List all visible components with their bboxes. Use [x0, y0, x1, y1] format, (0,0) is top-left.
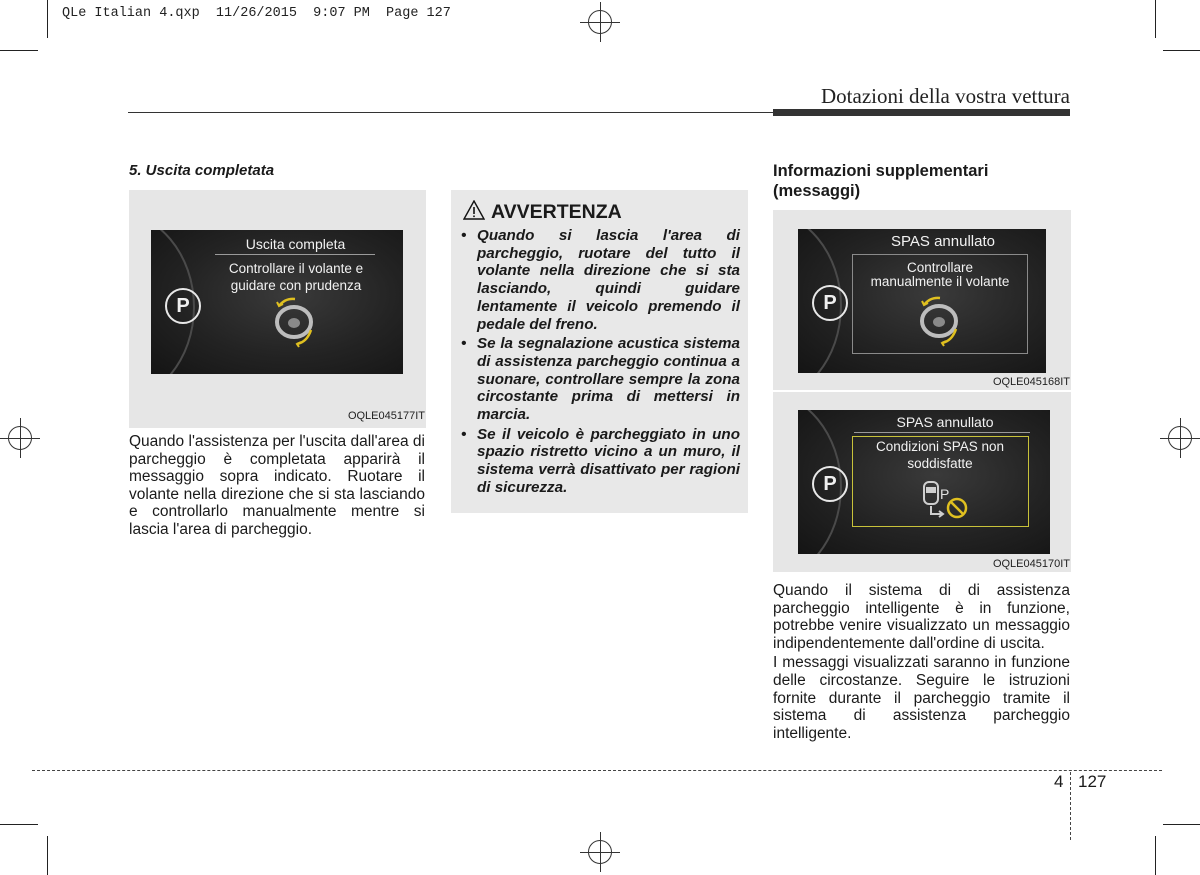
left-paragraph	[129, 433, 425, 539]
warning-bullet-text: Quando si lascia l'area di parcheggio, ruotare del tutto il volante nella direzione che si sta lasciando, quindi guidare lentamente il veicolo premendo il pedale del freno.	[477, 227, 740, 333]
header-rule	[128, 112, 773, 113]
warning-bullet: • Quando si lascia l'area di parcheggio, ruotare del tutto il volante nella direzione che si sta lasciando, quindi guidare lentamente il veicolo premendo il pedale del freno.	[461, 227, 740, 333]
footer-dash-vertical	[1070, 772, 1071, 840]
warning-bullet-text: Se la segnalazione acustica sistema di assistenza parcheggio continua a suonare, controllare sempre la zona circostante prima di mettersi in marcia.	[477, 335, 740, 424]
display-title: SPAS annullato	[896, 414, 994, 430]
parking-p-icon: P	[812, 285, 848, 321]
crop-mark	[47, 836, 48, 875]
figure-caption: OQLE045177IT	[347, 410, 425, 422]
crop-mark	[0, 50, 38, 51]
display-message-line1: Controllare	[906, 260, 974, 275]
crop-mark	[1155, 0, 1156, 38]
crop-mark	[1163, 50, 1200, 51]
crop-mark	[1155, 836, 1156, 875]
header-bar	[773, 109, 1070, 116]
display-title: SPAS annullato	[891, 233, 995, 250]
figure-caption: OQLE045168IT	[992, 376, 1070, 388]
left-subheading: 5. Uscita completata	[129, 162, 275, 179]
cluster-display	[151, 230, 403, 374]
display-message-line2: guidare con prudenza	[230, 278, 362, 293]
right-heading-line2: (messaggi)	[773, 181, 861, 200]
right-heading-line1: Informazioni supplementari	[773, 162, 989, 180]
display-message-line1: Controllare il volante e	[228, 261, 364, 276]
display-title: Uscita completa	[245, 236, 346, 252]
display-message-line1: Condizioni SPAS non	[875, 439, 1005, 454]
print-slug: QLe Italian 4.qxp 11/26/2015 9:07 PM Page 127	[62, 6, 451, 21]
display-message-line2: manualmente il volante	[870, 274, 1010, 289]
page-number: 127	[1078, 772, 1107, 791]
crop-mark	[47, 0, 48, 38]
right-paragraphs	[773, 582, 1070, 742]
chapter-number: 4	[1054, 772, 1064, 791]
registration-mark-icon	[0, 418, 40, 458]
display-message-line2: soddisfatte	[907, 456, 973, 471]
right-paragraph-text: Quando il sistema di di assistenza parcheggio intelligente è in funzione, potrebbe venire visualizzato un messaggio indipendentemente dall'ordine di uscita.	[773, 582, 1070, 652]
warning-triangle-icon	[463, 200, 485, 220]
cluster-display	[798, 410, 1050, 554]
warning-bullet: • Se il veicolo è parcheggiato in uno spazio ristretto vicino a un muro, il sistema verrà disattivato per ragioni di sicurezza.	[461, 425, 740, 496]
warning-bullet-text: Se il veicolo è parcheggiato in uno spazio ristretto vicino a un muro, il sistema verrà disattivato per ragioni di sicurezza.	[477, 425, 740, 496]
crop-mark	[0, 824, 38, 825]
warning-box	[451, 190, 748, 513]
warning-bullet: • Se la segnalazione acustica sistema di assistenza parcheggio continua a suonare, controllare sempre la zona circostante prima di mettersi in marcia.	[461, 335, 740, 424]
warning-title: AVVERTENZA	[491, 201, 622, 223]
crop-mark	[1163, 824, 1200, 825]
registration-mark-icon	[580, 832, 620, 872]
cluster-display	[798, 229, 1046, 373]
right-heading	[773, 162, 988, 201]
footer-dash-rule	[32, 770, 1162, 771]
right-paragraph-text: I messaggi visualizzati saranno in funzione delle circostanze. Seguire le istruzioni fornite durante il parcheggio tramite il sistema di assistenza parcheggio intelligente.	[773, 654, 1070, 742]
car-p-label: P	[940, 486, 950, 502]
section-title: Dotazioni della vostra vettura	[821, 84, 1070, 108]
parking-p-icon: P	[812, 466, 848, 502]
figure-caption: OQLE045170IT	[992, 558, 1070, 570]
parking-p-icon: P	[165, 288, 201, 324]
steering-wheel-icon	[908, 295, 970, 347]
steering-wheel-icon	[263, 296, 325, 348]
registration-mark-icon	[1160, 418, 1200, 458]
left-paragraph-text: Quando l'assistenza per l'uscita dall'area di parcheggio è completata apparirà il messaggio sopra indicato. Ruotare il volante nella direzione che si sta lasciando e controllarlo manualmente mentre si lascia l'area di parcheggio.	[129, 433, 425, 538]
registration-mark-icon	[580, 2, 620, 42]
